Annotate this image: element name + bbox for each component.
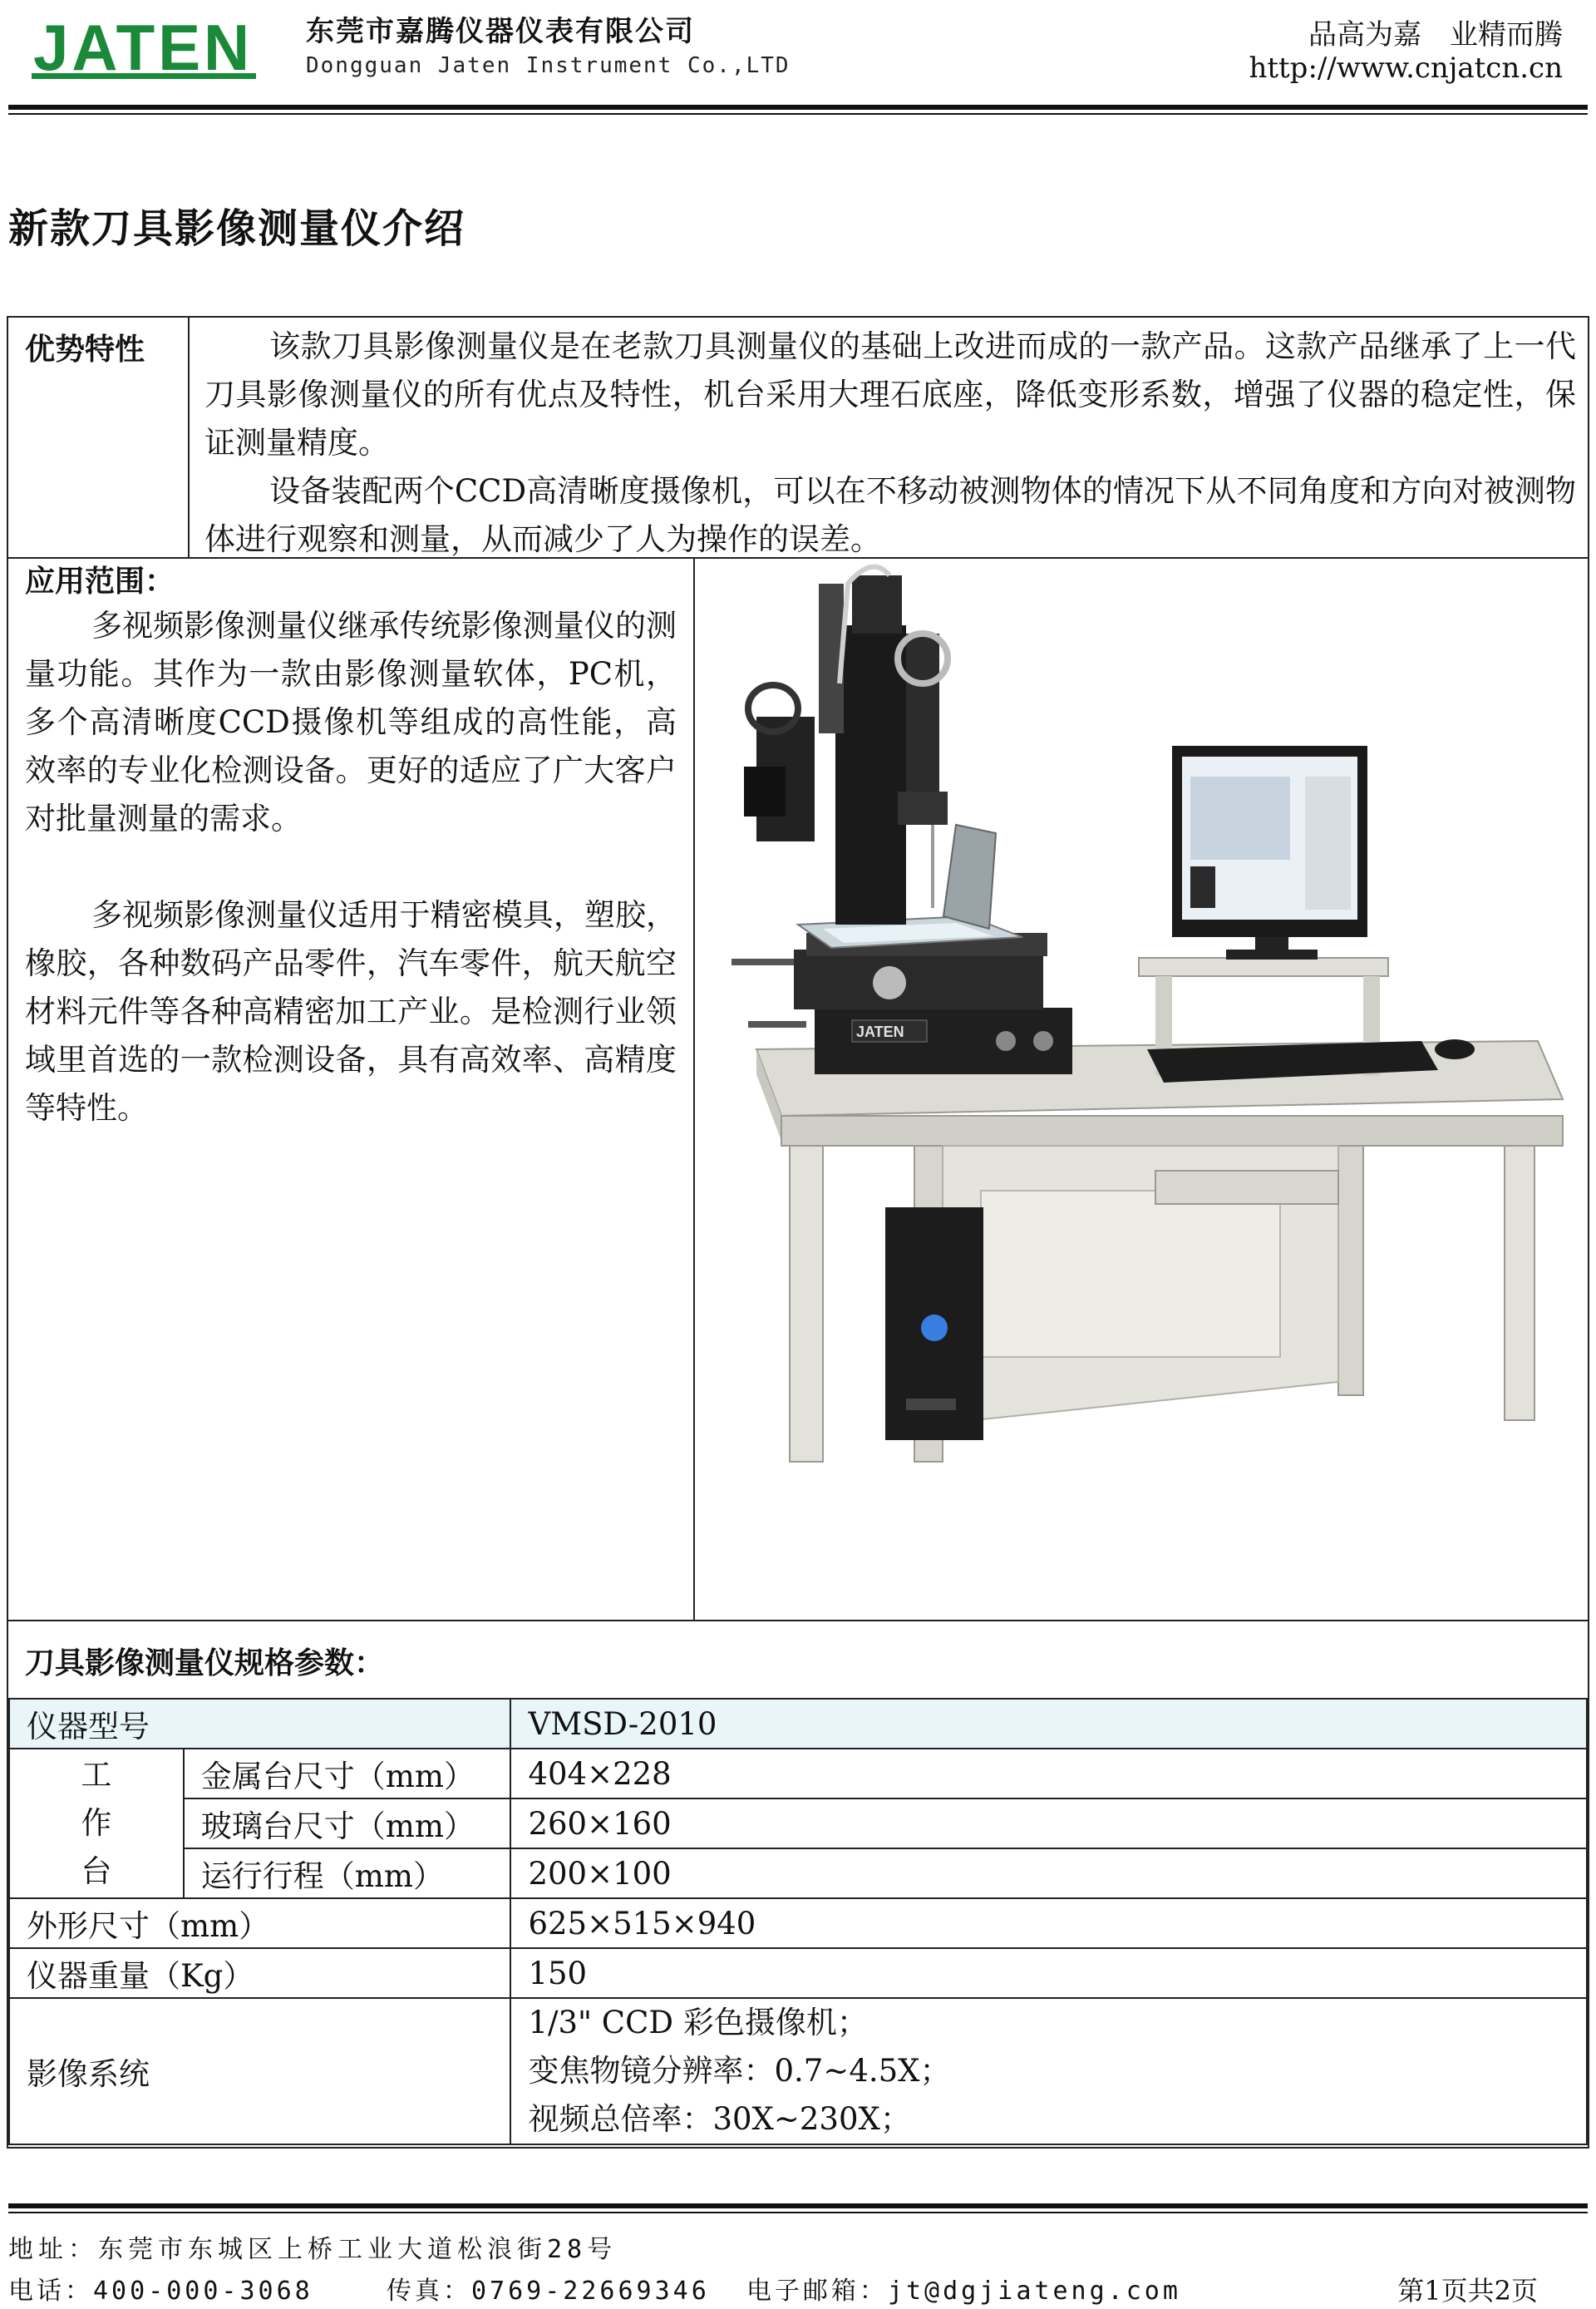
company-website[interactable]: http://www.cnjatcn.cn xyxy=(1249,52,1563,85)
svg-text:JATEN: JATEN xyxy=(33,18,253,84)
worktable-char: 工 xyxy=(81,1757,112,1793)
header-rule xyxy=(8,105,1588,110)
header-rule-thin xyxy=(8,113,1588,115)
spec-row xyxy=(9,1998,1587,2144)
footer-rule xyxy=(8,2203,1588,2208)
imaging-line: 视频总倍率：30X~230X； xyxy=(528,2101,911,2137)
footer-fax: 传真：0769-22669346 xyxy=(387,2277,710,2306)
spec-table xyxy=(8,1698,1588,2145)
spec-label: 运行行程（mm） xyxy=(184,1848,511,1898)
advantages-label: 优势特性 xyxy=(8,318,190,557)
imaging-line: 变焦物镜分辨率：0.7~4.5X； xyxy=(528,2053,951,2089)
advantages-row xyxy=(8,318,1588,559)
spec-row xyxy=(9,1749,1587,1798)
spec-label: 影像系统 xyxy=(9,1998,510,2144)
page-number: 第1页共2页 xyxy=(1397,2275,1538,2307)
spec-value: 150 xyxy=(510,1948,1587,1998)
advantages-text xyxy=(204,323,1576,564)
spec-row xyxy=(9,1848,1587,1898)
spec-label: 仪器重量（Kg） xyxy=(9,1948,510,1998)
spec-row xyxy=(9,1798,1587,1848)
worktable-category xyxy=(9,1749,184,1898)
footer-email[interactable]: 电子邮箱：jt@dgjiateng.com xyxy=(746,2277,1181,2306)
footer-contact xyxy=(8,2270,1181,2307)
application-row xyxy=(8,559,1588,1621)
spec-value: 260×160 xyxy=(510,1798,1587,1848)
content-table xyxy=(7,316,1589,2149)
advantages-paragraph: 该款刀具影像测量仪是在老款刀具测量仪的基础上改进而成的一款产品。这款产品继承了上一代刀具影像测量仪的所有优点及特性，机台采用大理石底座，降低变形系数，增强了仪器的稳定性，保证测量精度。 xyxy=(204,328,1576,461)
worktable-char: 作 xyxy=(81,1805,112,1841)
jaten-logo xyxy=(32,18,256,85)
company-name-en: Dongguan Jaten Instrument Co.,LTD xyxy=(306,53,791,78)
worktable-char: 台 xyxy=(81,1853,112,1889)
application-text xyxy=(8,559,695,1620)
spec-header-label: 仪器型号 xyxy=(9,1699,510,1749)
footer-phone: 电话：400-000-3068 xyxy=(8,2277,313,2306)
spec-value: 625×515×940 xyxy=(510,1898,1587,1948)
page-header xyxy=(0,0,1596,116)
spec-label: 金属台尺寸（mm） xyxy=(184,1749,511,1798)
page-title: 新款刀具影像测量仪介绍 xyxy=(8,205,466,252)
company-slogan: 品高为嘉 业精而腾 xyxy=(1308,18,1563,52)
spec-value: 200×100 xyxy=(510,1848,1587,1898)
spec-row xyxy=(9,1898,1587,1948)
product-photo xyxy=(707,559,1579,1620)
spec-value xyxy=(510,1998,1587,2144)
spec-header-value: VMSD-2010 xyxy=(510,1699,1587,1749)
footer-rule-thin xyxy=(8,2212,1588,2213)
application-paragraph: 多视频影像测量仪继承传统影像测量仪的测量功能。其作为一款由影像测量软体，PC机，多个高清晰度CCD摄像机等组成的高性能，高效率的专业化检测设备。更好的适应了广大客户对批量测量的需求。 xyxy=(25,608,677,836)
spec-title: 刀具影像测量仪规格参数： xyxy=(25,1645,385,1680)
company-name-cn: 东莞市嘉腾仪器仪表有限公司 xyxy=(306,15,695,48)
spec-label: 外形尺寸（mm） xyxy=(9,1898,510,1948)
spec-value: 404×228 xyxy=(510,1749,1587,1798)
imaging-line: 1/3" CCD 彩色摄像机； xyxy=(528,2005,868,2040)
application-paragraph: 多视频影像测量仪适用于精密模具，塑胶，橡胶，各种数码产品零件，汽车零件，航天航空材料元件等各种高精密加工产业。是检测行业领域里首选的一款检测设备，具有高效率、高精度等特性。 xyxy=(25,897,677,1126)
advantages-paragraph: 设备装配两个CCD高清晰度摄像机，可以在不移动被测物体的情况下从不同角度和方向对被测物体进行观察和测量，从而减少了人为操作的误差。 xyxy=(204,473,1576,557)
spec-header-row xyxy=(9,1699,1587,1749)
application-heading: 应用范围： xyxy=(25,564,175,599)
spec-label: 玻璃台尺寸（mm） xyxy=(184,1798,511,1848)
svg-text:JATEN: JATEN xyxy=(856,1024,904,1040)
spec-row xyxy=(9,1948,1587,1998)
footer-address: 地址：东莞市东城区上桥工业大道松浪街28号 xyxy=(8,2235,618,2264)
